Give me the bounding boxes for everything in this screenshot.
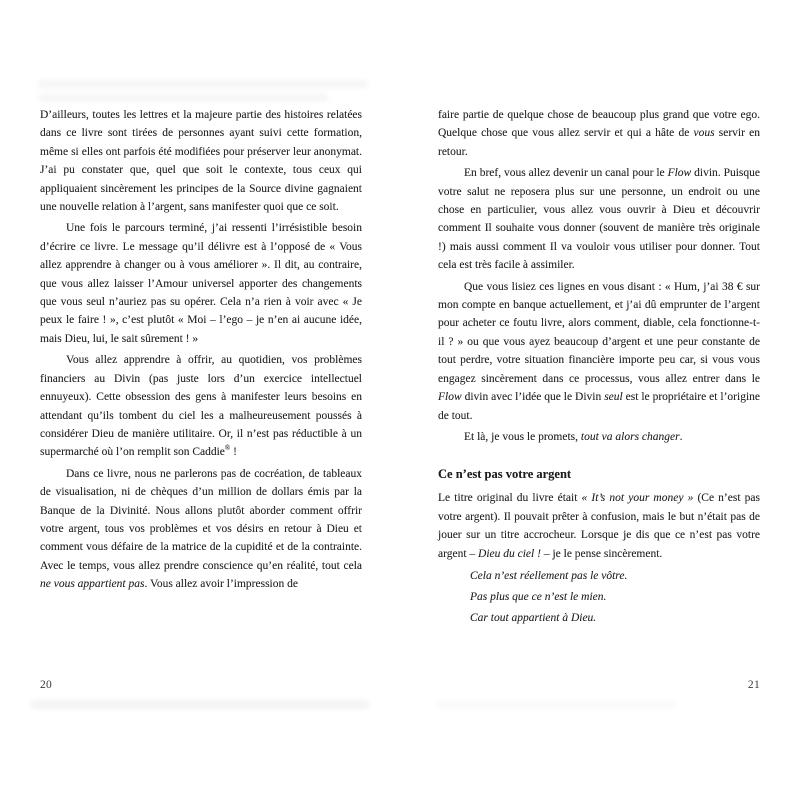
italic-text-run: ne vous appartient pas <box>40 578 145 591</box>
text-run: Une fois le parcours terminé, j’ai ressenti l’irrésistible besoin d’écrire ce livre. Le message qu’il délivre est à l’opposé de « Vous allez apprendre à changer ou à vous améliorer ». Il dit, au contraire, que vous allez laisser l’Amour universel apporter des changements que vous seul n’auriez pas su opérer. Cela n’a rien à voir avec « Je peux le faire ! », c’est plutôt « Moi – l’ego – je n’en ai aucune idée, mais Dieu, lui, le sait sûrement ! » <box>40 222 362 345</box>
text-run: est le propriétaire et l’origine de tout. <box>438 391 761 422</box>
text-run: divin. Puisque votre salut ne reposera plus sur une personne, un endroit ou une chose en particulier, vous allez vous ouvrir à Dieu et découvrir comment Il souhaite vous donner (souvent de manière très originale !) mais aussi comment Il va vouloir vous utiliser pour donner. Tout cela est très facile à assimiler. <box>438 167 760 272</box>
text-run: Vous allez apprendre à offrir, au quotidien, vos problèmes financiers au Divin (pas juste lors d’un exercice intellectuel ennuyeux). Cette obsession des gens à manifester leurs besoins en attendant qu’ils tombent du ciel les a malheureusement poussés à considérer Dieu de manière utilitaire. Or, il n’est pas réductible à un supermarché où l’on remplit son Caddie <box>40 354 362 459</box>
verse-line: Car tout appartient à Dieu. <box>470 611 597 624</box>
text-run: ® <box>224 444 231 453</box>
paragraph <box>438 428 760 446</box>
section-heading <box>438 465 760 483</box>
left-page-number: 20 <box>40 679 53 691</box>
paragraph <box>40 106 362 216</box>
italic-text-run: Dieu du ciel ! <box>478 547 541 560</box>
verse-block <box>438 566 760 629</box>
bleed-through-mark <box>30 700 370 709</box>
text-run: (Ce n’est pas votre argent). Il pouvait prêter à confusion, mais le but n’était pas de jouer sur un titre accrocheur. Lorsque je dis que ce n’est pas votre argent – <box>438 492 760 560</box>
text-run: Que vous lisiez ces lignes en vous disant : « Hum, j’ai 38 € sur mon compte en banque actuellement, et j’ai dû emprunter de l’argent pour acheter ce foutu livre, alors comment, diable, cela fonctionne-t-il ? » ou que vous ayez beaucoup d’argent et une peur constante de tout perdre, votre situation financière importe peu car, si vous vous engagez sincèrement dans ce processus, vous allez entrer dans le <box>438 280 760 385</box>
paragraph <box>438 164 760 274</box>
italic-text-run: Flow <box>667 167 692 180</box>
text-run: Ce n’est pas votre argent <box>438 467 572 482</box>
right-page-number: 21 <box>747 679 760 691</box>
text-run: Le titre original du livre était <box>438 492 582 505</box>
right-page-text-column <box>438 106 760 629</box>
text-run: Et là, je vous le promets, <box>464 430 581 443</box>
italic-text-run: Flow <box>438 391 462 404</box>
paragraph <box>40 351 362 461</box>
paragraph <box>438 278 760 425</box>
text-run: . <box>679 430 683 443</box>
italic-text-run: vous <box>693 127 715 140</box>
paragraph <box>438 106 760 161</box>
italic-text-run: seul <box>604 391 623 404</box>
italic-text-run: « It’s not your money » <box>581 492 694 505</box>
left-page-text-column <box>40 106 362 597</box>
bleed-through-mark <box>436 702 676 708</box>
verse-line: Cela n’est réellement pas le vôtre. <box>470 569 628 582</box>
text-run: D’ailleurs, toutes les lettres et la majeure partie des histoires relatées dans ce livre sont tirées de personnes ayant suivi cette formation, même si elles ont parfois été modifiées pour préserver leur anonymat. J’ai pu constater que, quel que soit le contexte, tous ceux qui appliquaient sincèrement les principes de la Source divine gagnaient une nouvelle relation à l’argent, sans manifester quoi que ce soit. <box>40 109 362 214</box>
text-run: faire partie de quelque chose de beaucoup plus grand que votre ego. Quelque chose que vous allez servir et qui a hâte de <box>438 109 760 140</box>
italic-text-run: tout va alors changer <box>580 430 680 443</box>
paragraph <box>40 465 362 594</box>
text-run: Dans ce livre, nous ne parlerons pas de cocréation, de tableaux de visualisation, ni de chèques d’un million de dollars émis par la Banque de la Divinité. Nous allons plutôt aborder comment offrir votre argent, tous vos problèmes et vos désirs en retour à Dieu et comment vous défaire de la matrice de la cupidité et de la contrainte. Avec le temps, vous allez prendre conscience qu’en réalité, tout cela <box>40 467 362 572</box>
text-run: ! <box>230 446 237 459</box>
bleed-through-mark <box>38 80 368 88</box>
paragraph <box>40 219 362 348</box>
text-run: divin avec l’idée que le Divin <box>461 391 605 404</box>
bleed-through-mark <box>38 94 328 101</box>
text-run: En bref, vous allez devenir un canal pour le <box>464 167 668 180</box>
text-run: . Vous allez avoir l’impression de <box>144 578 298 591</box>
verse-line: Pas plus que ce n’est le mien. <box>470 590 607 603</box>
paragraph <box>438 489 760 563</box>
text-run: servir en retour. <box>438 127 760 158</box>
text-run: – je le pense sincèrement. <box>540 547 663 560</box>
